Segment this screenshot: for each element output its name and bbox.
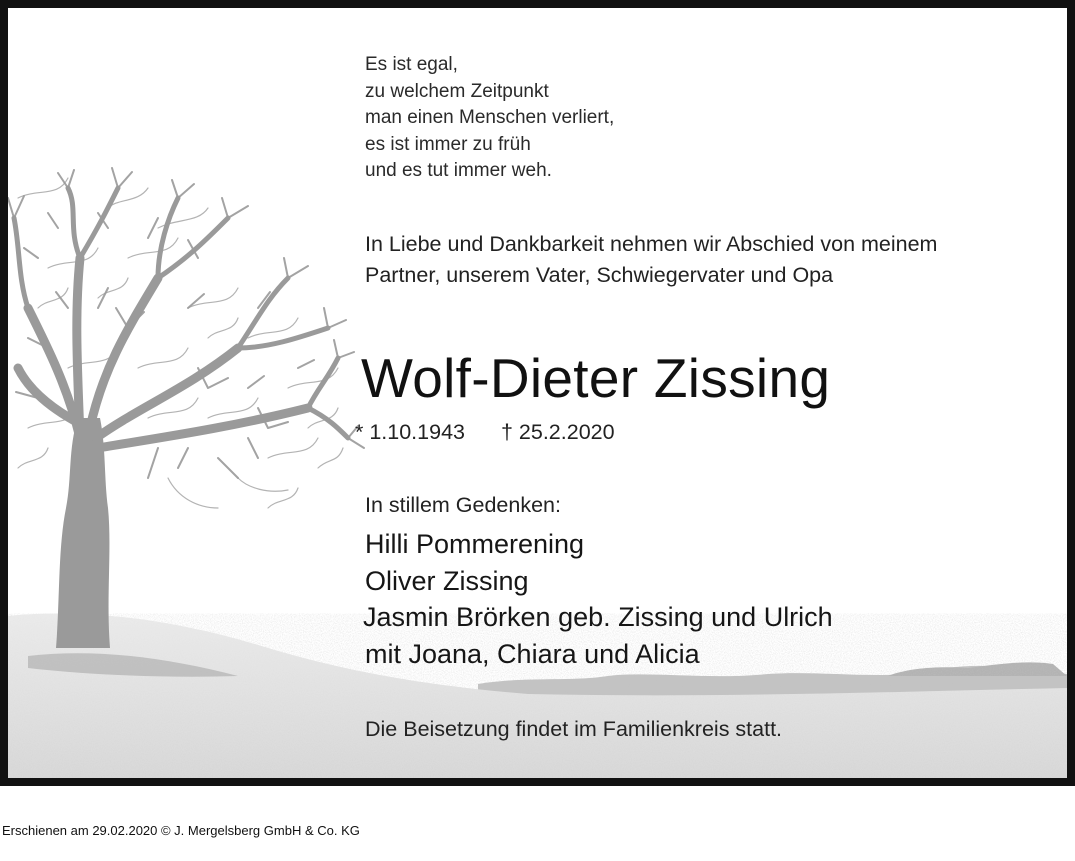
intro-line: Partner, unserem Vater, Schwiegervater und Opa [365,262,834,287]
tree [8,168,364,648]
mourner-name: Hilli Pommerening [365,529,585,559]
intro-line: In Liebe und Dankbarkeit nehmen wir Abschied von meinem [365,232,938,256]
burial-note: Die Beisetzung findet im Familienkreis statt. [365,717,783,741]
poem-line: und es tut immer weh. [365,160,552,181]
birth-date: * 1.10.1943 [355,420,465,444]
death-date: † 25.2.2020 [500,420,615,444]
farewell-intro [365,229,937,290]
mourner-name: Oliver Zissing [365,565,529,596]
poem-line: man einen Menschen verliert, [365,107,615,128]
poem [365,52,614,185]
mourner-name: mit Joana, Chiara und Alicia [365,638,700,669]
mourners-intro: In stillem Gedenken: [365,493,561,517]
deceased-name: Wolf-Dieter Zissing [361,347,831,409]
publication-credit: Erschienen am 29.02.2020 © J. Mergelsberg GmbH & Co. KG [2,823,360,838]
mourners-list [365,526,833,672]
poem-line: es ist immer zu früh [365,133,531,155]
life-dates [355,418,615,446]
poem-line: zu welchem Zeitpunkt [365,80,549,102]
mourner-name: Jasmin Brörken geb. Zissing und Ulrich [363,602,833,632]
poem-line: Es ist egal, [365,54,458,75]
